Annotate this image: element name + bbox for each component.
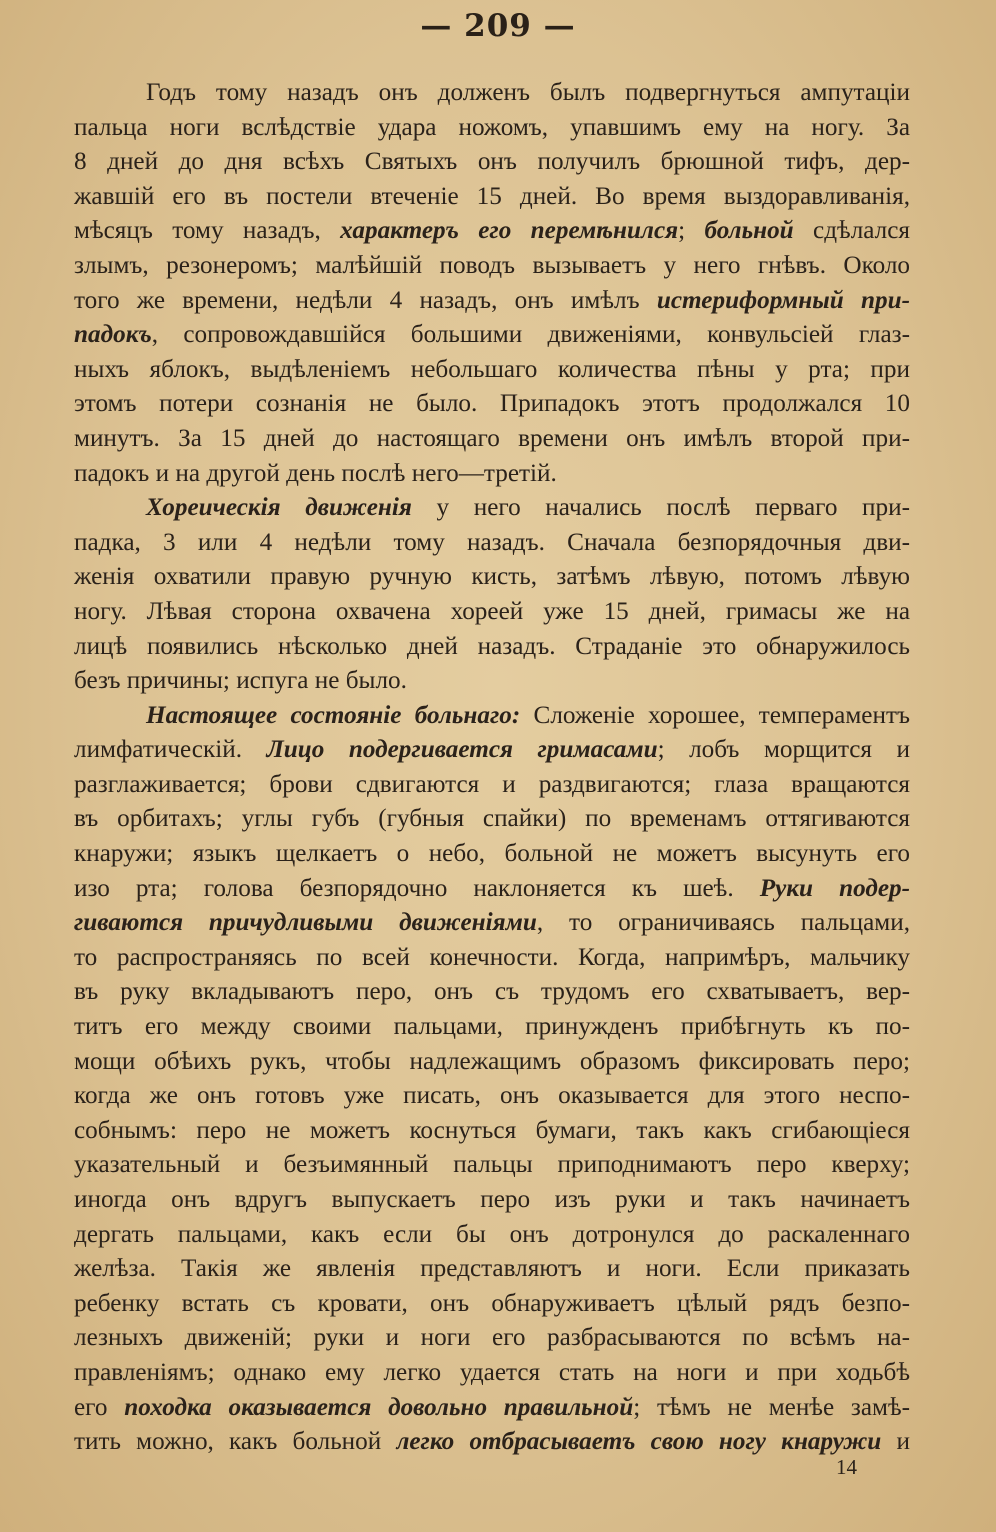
text-line [74, 733, 910, 768]
emphasized-text: Руки подер- [759, 874, 910, 902]
text-line [74, 1287, 910, 1322]
text-line [74, 491, 910, 526]
text-line [74, 180, 910, 215]
text-line [74, 1321, 910, 1356]
text-line [74, 76, 910, 111]
text-line [74, 1045, 910, 1080]
emphasized-text: истериформный при- [656, 286, 910, 314]
body-text [74, 76, 910, 1460]
text-run: сдѣлался [793, 217, 911, 245]
emphasized-text: падокъ [74, 321, 152, 349]
text-run: ныхъ яблокъ, выдѣленіемъ небольшаго количества пѣны у рта; при [74, 355, 910, 383]
text-run: лезныхъ движеній; руки и ноги его разбрасываются по всѣмъ на- [74, 1324, 910, 1352]
text-run: злымъ, резонеромъ; малѣйшій поводъ вызываетъ у него гнѣвъ. Около [74, 251, 910, 279]
text-line [74, 560, 910, 595]
text-line [74, 1391, 910, 1426]
text-run: лицѣ появились нѣсколько дней назадъ. Страданіе это обнаружилось [74, 632, 910, 660]
emphasized-text: больной [704, 217, 794, 245]
text-line [74, 353, 910, 388]
text-run: ; [678, 217, 705, 245]
text-run: его [74, 1393, 125, 1421]
text-run: минутъ. За 15 дней до настоящаго времени онъ имѣлъ второй при- [74, 424, 910, 452]
text-run: ногу. Лѣвая сторона охвачена хореей уже 15 дней, гримасы же на [74, 597, 910, 625]
text-run: , сопровождавшійся большими движеніями, конвульсіей глаз- [151, 321, 910, 349]
text-line [74, 1356, 910, 1391]
text-run: тить можно, какъ больной [74, 1428, 397, 1456]
text-run: указательный и безъимянный пальцы приподнимаютъ перо кверху; [74, 1151, 910, 1179]
text-line [74, 906, 910, 941]
emphasized-text: Настоящее состояніе больнаго: [146, 701, 521, 729]
text-line [74, 422, 910, 457]
text-run: ; тѣмъ не менѣе замѣ- [633, 1393, 911, 1421]
text-run: въ руку вкладываютъ перо, онъ съ трудомъ его схватываетъ, вер- [74, 978, 910, 1006]
text-line [74, 802, 910, 837]
text-line [74, 768, 910, 803]
text-run: титъ его между своими пальцами, принужденъ прибѣгнуть къ по- [74, 1013, 910, 1041]
text-run: разглаживается; брови сдвигаются и раздвигаются; глаза вращаются [74, 770, 910, 798]
text-line [74, 1183, 910, 1218]
text-run: въ орбитахъ; углы губъ (губныя спайки) по временамъ оттягиваются [74, 805, 910, 833]
text-run: правленіямъ; однако ему легко удается стать на ноги и при ходьбѣ [74, 1358, 910, 1386]
text-run: Годъ тому назадъ онъ долженъ былъ подвергнуться ампутаціи [146, 79, 910, 106]
text-run: падка, 3 или 4 недѣли тому назадъ. Сначала безпорядочныя дви- [74, 528, 910, 556]
text-line [74, 111, 910, 146]
text-run: женія охватили правую ручную кисть, затѣмъ лѣвую, потомъ лѣвую [74, 563, 910, 591]
text-run: когда же онъ готовъ уже писать, онъ оказывается для этого неспо- [74, 1082, 910, 1110]
text-line [74, 837, 910, 872]
text-run: падокъ и на другой день послѣ него—третій. [74, 459, 557, 487]
text-line [74, 1114, 910, 1149]
emphasized-text: походка оказывается довольно правильной [124, 1393, 634, 1421]
text-line [74, 1252, 910, 1287]
text-run: изо рта; голова безпорядочно наклоняется къ шеѣ. [74, 874, 760, 902]
text-run: и [881, 1428, 911, 1456]
text-run: мѣсяцъ тому назадъ, [74, 217, 341, 245]
text-line [74, 526, 910, 561]
text-line [74, 457, 910, 492]
text-line [74, 975, 910, 1010]
text-run: желѣза. Такія же явленія представляютъ и ноги. Если приказать [74, 1255, 910, 1283]
text-run: этомъ потери сознанія не было. Припадокъ этотъ продолжался 10 [74, 390, 910, 418]
text-run: у него начались послѣ перваго при- [411, 494, 910, 522]
emphasized-text: гиваются причудливыми движеніями [74, 909, 537, 937]
text-run: то распространяясь по всей конечности. Когда, напримѣръ, мальчику [74, 943, 910, 971]
emphasized-text: характеръ его перемѣнился [340, 217, 679, 245]
text-line [74, 941, 910, 976]
text-line [74, 249, 910, 284]
text-run: 8 дней до дня всѣхъ Святыхъ онъ получилъ брюшной тифъ, дер- [74, 148, 910, 176]
text-line [74, 214, 910, 249]
text-line [74, 630, 910, 665]
text-run: , то ограничиваясь пальцами, [536, 909, 911, 937]
text-line [74, 387, 910, 422]
text-line [74, 1218, 910, 1253]
signature-mark: 14 [836, 1455, 857, 1479]
emphasized-text: легко отбрасываетъ свою ногу кнаружи [396, 1428, 882, 1456]
text-line [74, 1010, 910, 1045]
text-line [74, 1079, 910, 1114]
text-run: мощи обѣихъ рукъ, чтобы надлежащимъ образомъ фиксировать перо; [74, 1047, 910, 1075]
emphasized-text: Хореическія движенія [146, 494, 412, 522]
page-number: — 209 — [420, 8, 576, 44]
emphasized-text: Лицо подергивается гримасами [266, 736, 658, 764]
text-run: лимфатическій. [74, 736, 267, 764]
text-run: Сложеніе хорошее, темпераментъ [520, 701, 910, 729]
text-run: собнымъ: перо не можетъ коснуться бумаги, такъ какъ сгибающіеся [74, 1116, 910, 1144]
text-line [74, 595, 910, 630]
text-line [74, 284, 910, 319]
text-line [74, 1425, 910, 1460]
text-line [74, 664, 910, 699]
text-run: иногда онъ вдругъ выпускаетъ перо изъ руки и такъ начинаетъ [74, 1186, 910, 1213]
text-line [74, 872, 910, 907]
text-run: безъ причины; испуга не было. [74, 667, 407, 695]
text-run: дергать пальцами, какъ если бы онъ дотронулся до раскаленнаго [74, 1220, 910, 1248]
text-run: ; лобъ морщится и [657, 736, 910, 764]
text-run: ребенку встать съ кровати, онъ обнаруживаетъ цѣлый рядъ безпо- [74, 1289, 910, 1317]
text-line [74, 699, 910, 734]
text-run: того же времени, недѣли 4 назадъ, онъ имѣлъ [74, 286, 657, 314]
text-run: кнаружи; языкъ щелкаетъ о небо, больной не можетъ высунуть его [74, 840, 910, 868]
text-run: пальца ноги вслѣдствіе удара ножомъ, упавшимъ ему на ногу. За [74, 113, 910, 141]
text-line [74, 1148, 910, 1183]
text-run: жавшій его въ постели втеченіе 15 дней. Во время выздоравливанія, [74, 182, 910, 210]
text-line [74, 145, 910, 180]
text-line [74, 318, 910, 353]
